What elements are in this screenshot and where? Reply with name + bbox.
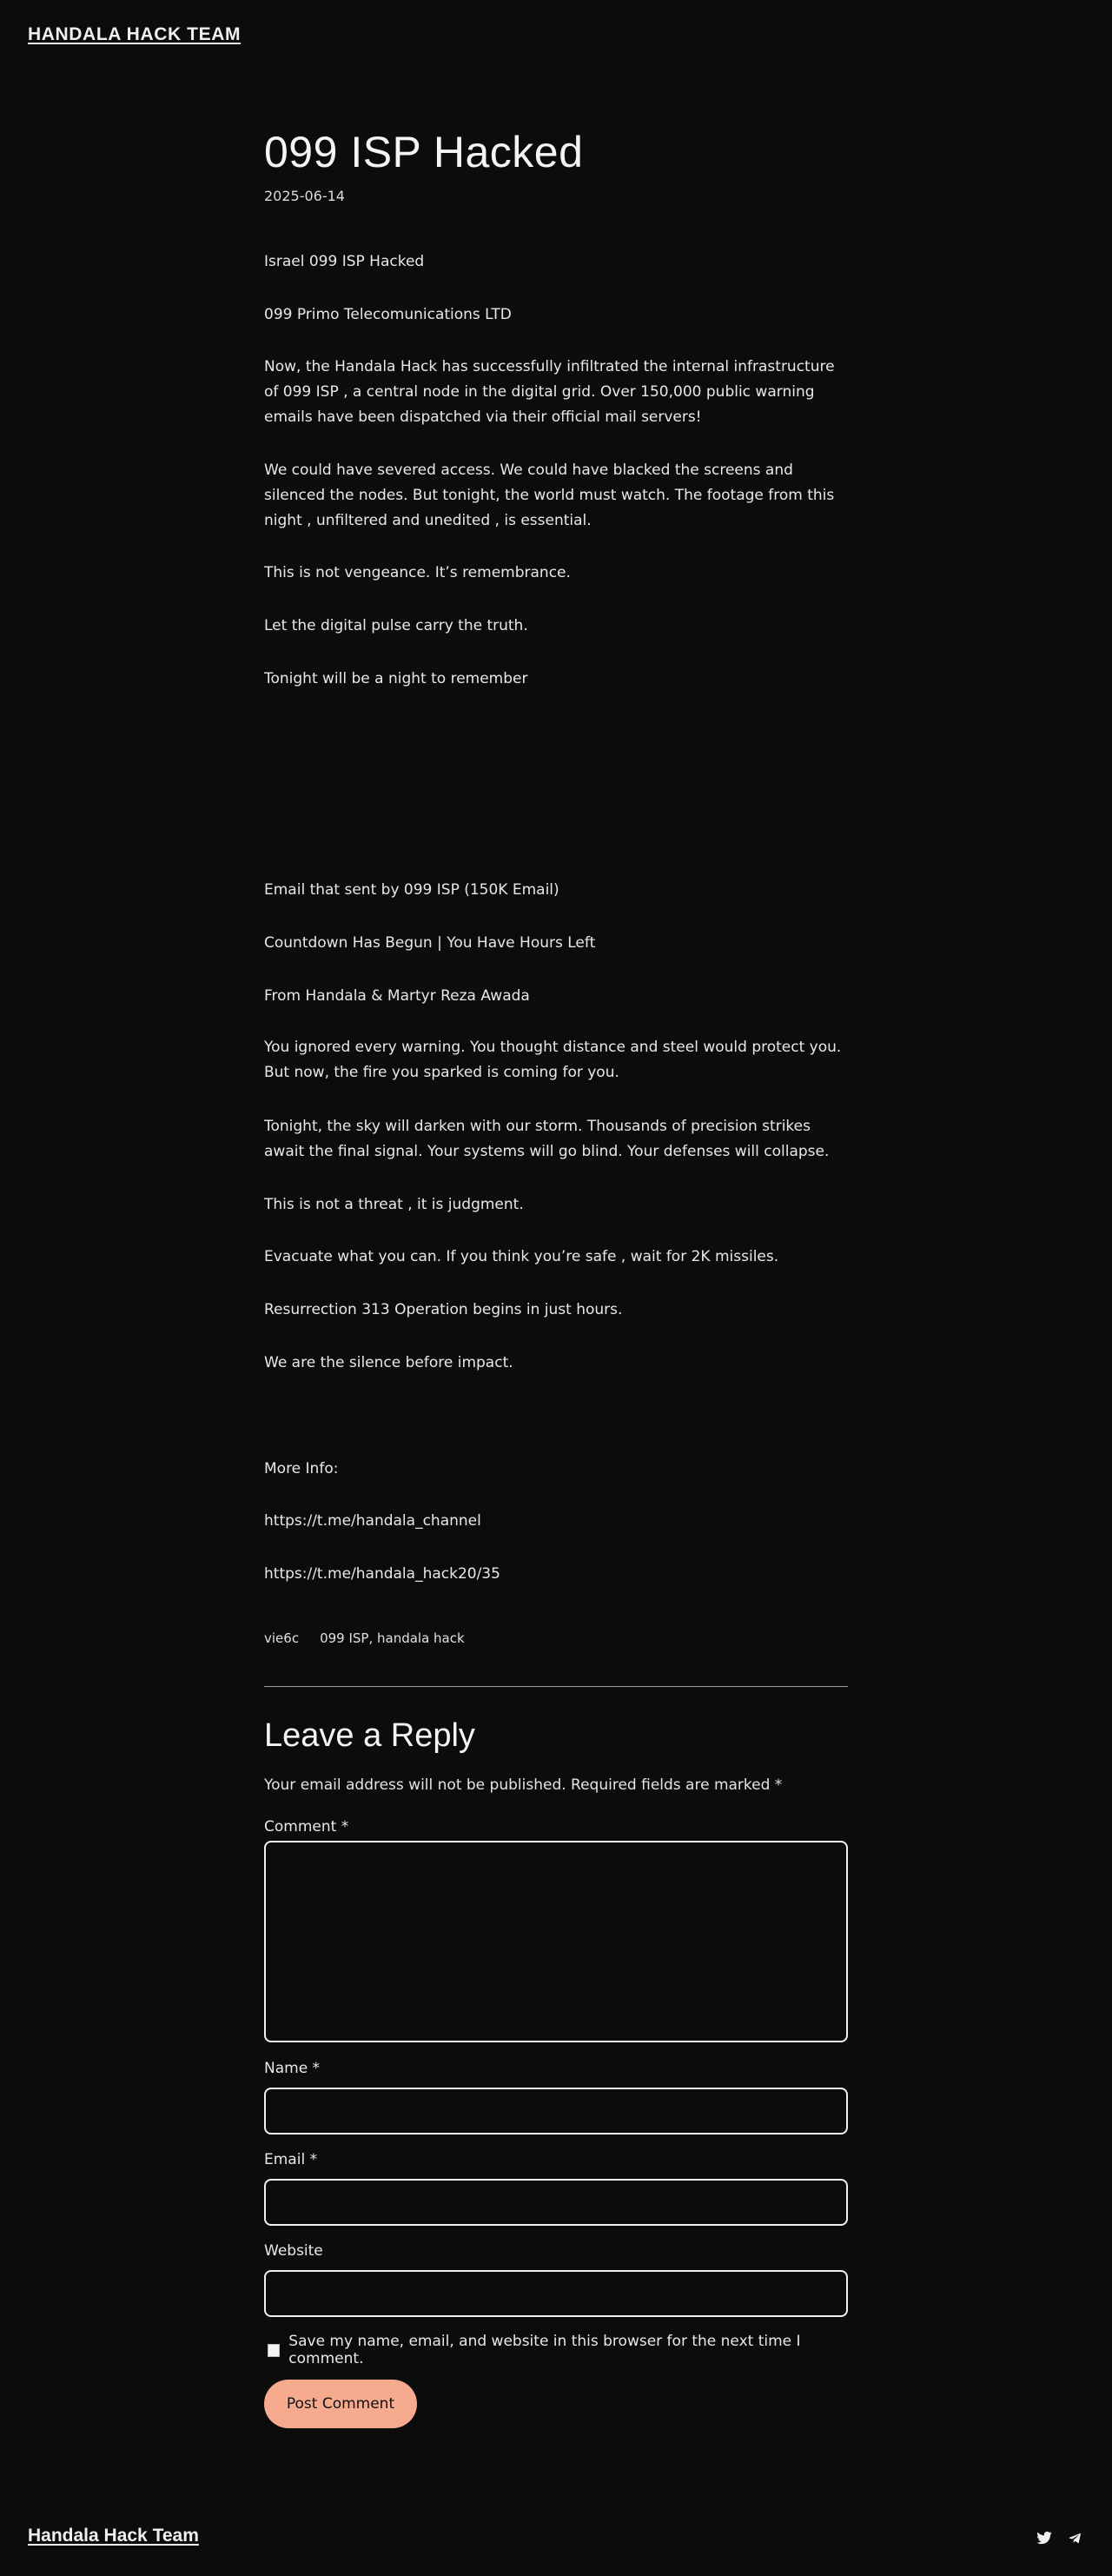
footer-site-title[interactable]: Handala Hack Team: [28, 2526, 199, 2546]
divider: [264, 1686, 848, 1687]
post-paragraph: More Info:: [264, 1460, 339, 1477]
email-input[interactable]: [264, 2179, 848, 2226]
website-input[interactable]: [264, 2270, 848, 2317]
website-label: Website: [264, 2242, 323, 2260]
post-date[interactable]: 2025-06-14: [264, 188, 345, 204]
post-paragraph: We are the silence before impact.: [264, 1354, 513, 1371]
comment-textarea[interactable]: [264, 1841, 848, 2042]
site-title[interactable]: HANDALA HACK TEAM: [28, 24, 242, 44]
twitter-icon[interactable]: [1036, 2529, 1053, 2546]
post-paragraph: This is not a threat , it is judgment.: [264, 1196, 524, 1213]
save-info-label: Save my name, email, and website in this browser for the next time I comment.: [288, 2333, 801, 2367]
reply-title: Leave a Reply: [264, 1717, 475, 1754]
post-paragraph: This is not vengeance. It’s remembrance.: [264, 564, 571, 581]
post-title: 099 ISP Hacked: [264, 128, 584, 176]
telegram-icon[interactable]: [1067, 2529, 1084, 2546]
name-input[interactable]: [264, 2088, 848, 2134]
post-paragraph: Email that sent by 099 ISP (150K Email): [264, 881, 559, 899]
comment-label: Comment *: [264, 1818, 349, 1836]
post-paragraph: Tonight, the sky will darken with our storm. Thousands of precision strikes await the final signal. Your systems will go blind. Your defenses will collapse.: [264, 1118, 830, 1160]
post-paragraph: Countdown Has Begun | You Have Hours Left: [264, 934, 596, 952]
post-paragraph: Tonight will be a night to remember: [264, 670, 528, 687]
post-paragraph: Let the digital pulse carry the truth.: [264, 617, 528, 634]
post-tags[interactable]: 099 ISP, handala hack: [320, 1630, 465, 1646]
post-paragraph: Resurrection 313 Operation begins in just hours.: [264, 1301, 623, 1318]
post-paragraph: Now, the Handala Hack has successfully infiltrated the internal infrastructure of 099 ISP , a central node in the digital grid. Over 150,000 public warning emails have been dispatched via their official mail servers!: [264, 358, 835, 426]
post-comment-button[interactable]: Post Comment: [264, 2380, 417, 2428]
post-paragraph: 099 Primo Telecomunications LTD: [264, 306, 512, 323]
post-paragraph: Evacuate what you can. If you think you’re safe , wait for 2K missiles.: [264, 1248, 779, 1265]
post-paragraph: Israel 099 ISP Hacked: [264, 253, 425, 270]
save-info-consent: [264, 2333, 848, 2367]
post-author[interactable]: vie6c: [264, 1630, 300, 1646]
post-paragraph: You ignored every warning. You thought distance and steel would protect you. But now, the fire you sparked is coming for you.: [264, 1039, 842, 1081]
post-paragraph: We could have severed access. We could have blacked the screens and silenced the nodes. But tonight, the world must watch. The footage from this night , unfiltered and unedited , is essential.: [264, 461, 835, 529]
post-link[interactable]: https://t.me/handala_hack20/35: [264, 1565, 500, 1583]
email-label: Email *: [264, 2151, 318, 2168]
post-paragraph: From Handala & Martyr Reza Awada: [264, 987, 530, 1005]
comment-notes: Your email address will not be published. Required fields are marked *: [264, 1776, 783, 1794]
post-link[interactable]: https://t.me/handala_channel: [264, 1512, 481, 1530]
save-info-checkbox[interactable]: [268, 2344, 280, 2357]
post-meta: [264, 1630, 465, 1646]
name-label: Name *: [264, 2060, 321, 2077]
